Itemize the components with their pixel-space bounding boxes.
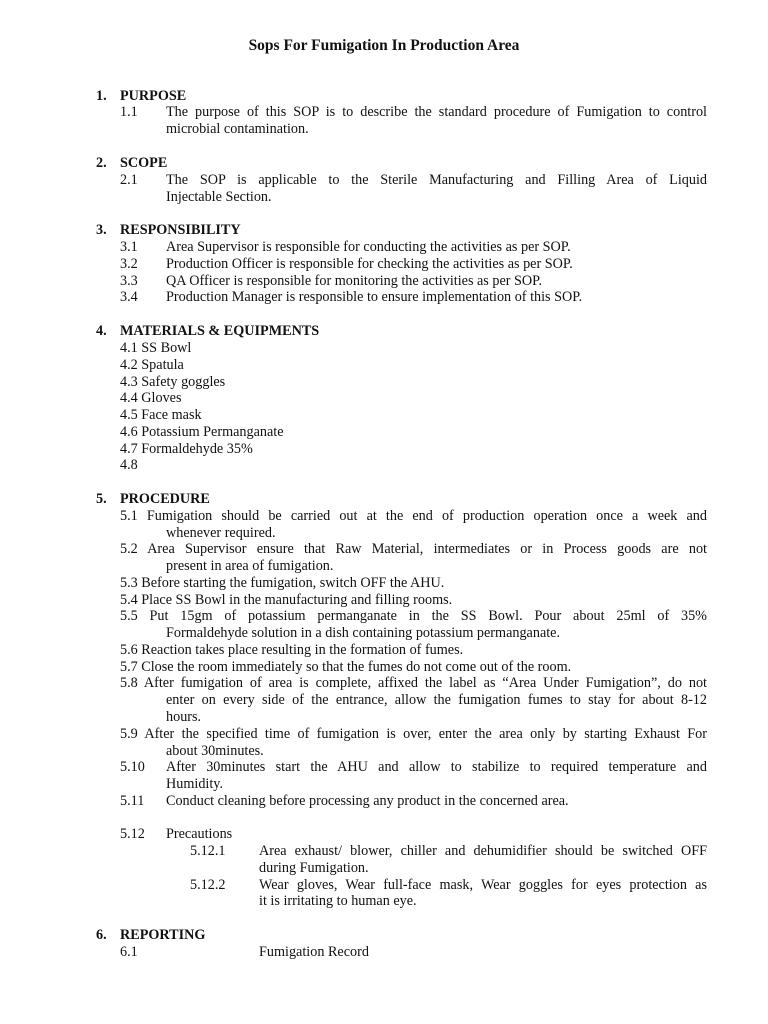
item-number: 5.12.2	[190, 877, 226, 893]
list-item-continuation: hours.	[166, 709, 202, 725]
list-item: 4.4 Gloves	[120, 390, 182, 406]
list-item: 5.7 Close the room immediately so that the fumes do not come out of the room.	[120, 659, 572, 675]
list-item: 5.4 Place SS Bowl in the manufacturing and filling rooms.	[120, 592, 453, 608]
list-item: 5.6 Reaction takes place resulting in the formation of fumes.	[120, 642, 464, 658]
item-text: Production Manager is responsible to ensure implementation of this SOP.	[166, 289, 583, 305]
section-number: 4.	[96, 323, 107, 339]
list-item: 5.9 After the specified time of fumigation is over, enter the area only by starting Exhaust For	[120, 726, 707, 742]
section-heading: MATERIALS & EQUIPMENTS	[120, 323, 320, 339]
section-number: 3.	[96, 222, 107, 238]
item-number: 5.12	[120, 826, 145, 842]
section-heading: SCOPE	[120, 155, 168, 171]
section-number: 5.	[96, 491, 107, 507]
item-number: 5.11	[120, 793, 145, 809]
list-item-continuation: enter on every side of the entrance, allow the fumigation fumes to stay for about 8-12	[166, 692, 707, 708]
item-number: 1.1	[120, 104, 138, 120]
item-number: 3.4	[120, 289, 138, 305]
item-number: 5.10	[120, 759, 145, 775]
item-number: 2.1	[120, 172, 138, 188]
list-item: 5.5 Put 15gm of potassium permanganate in the SS Bowl. Pour about 25ml of 35%	[120, 608, 707, 624]
item-text: Production Officer is responsible for checking the activities as per SOP.	[166, 256, 573, 272]
item-text: microbial contamination.	[166, 121, 309, 137]
list-item-continuation: about 30minutes.	[166, 743, 264, 759]
item-text: Fumigation Record	[259, 944, 369, 960]
list-item: 4.7 Formaldehyde 35%	[120, 441, 253, 457]
sub-list-item-continuation: it is irritating to human eye.	[259, 893, 417, 909]
list-item: 5.1 Fumigation should be carried out at the end of production operation once a week and	[120, 508, 707, 524]
item-text: Injectable Section.	[166, 189, 272, 205]
section-number: 1.	[96, 88, 107, 104]
list-item: 4.5 Face mask	[120, 407, 202, 423]
list-item: 4.3 Safety goggles	[120, 374, 226, 390]
item-text: The SOP is applicable to the Sterile Manufacturing and Filling Area of Liquid	[166, 172, 707, 188]
list-item: 5.2 Area Supervisor ensure that Raw Material, intermediates or in Process goods are not	[120, 541, 707, 557]
item-number: 3.2	[120, 256, 138, 272]
section-heading: PURPOSE	[120, 88, 187, 104]
item-text: Conduct cleaning before processing any product in the concerned area.	[166, 793, 569, 809]
list-item: 4.6 Potassium Permanganate	[120, 424, 284, 440]
list-item-continuation: Humidity.	[166, 776, 224, 792]
item-text: After 30minutes start the AHU and allow to stabilize to required temperature and	[166, 759, 707, 775]
document-title: Sops For Fumigation In Production Area	[248, 37, 520, 54]
section-number: 2.	[96, 155, 107, 171]
list-item: 5.8 After fumigation of area is complete, affixed the label as “Area Under Fumigation”, do not	[120, 675, 707, 691]
section-heading: PROCEDURE	[120, 491, 210, 507]
list-item-continuation: Formaldehyde solution in a dish containing potassium permanganate.	[166, 625, 561, 641]
item-text: The purpose of this SOP is to describe the standard procedure of Fumigation to control	[166, 104, 707, 120]
list-item-continuation: present in area of fumigation.	[166, 558, 334, 574]
item-number: 3.1	[120, 239, 138, 255]
section-heading: RESPONSIBILITY	[120, 222, 241, 238]
section-number: 6.	[96, 927, 107, 943]
item-number: 6.1	[120, 944, 138, 960]
list-item-continuation: whenever required.	[166, 525, 276, 541]
list-item: 4.1 SS Bowl	[120, 340, 192, 356]
list-item: 4.8	[120, 457, 138, 473]
item-number: 3.3	[120, 273, 138, 289]
item-text: QA Officer is responsible for monitoring the activities as per SOP.	[166, 273, 543, 289]
item-text: Precautions	[166, 826, 233, 842]
list-item: 4.2 Spatula	[120, 357, 184, 373]
item-number: 5.12.1	[190, 843, 226, 859]
item-text: Area Supervisor is responsible for conducting the activities as per SOP.	[166, 239, 571, 255]
sub-list-item-continuation: during Fumigation.	[259, 860, 369, 876]
list-item: 5.3 Before starting the fumigation, switch OFF the AHU.	[120, 575, 445, 591]
item-text: Wear gloves, Wear full-face mask, Wear goggles for eyes protection as	[259, 877, 707, 893]
section-heading: REPORTING	[120, 927, 206, 943]
item-text: Area exhaust/ blower, chiller and dehumidifier should be switched OFF	[259, 843, 707, 859]
